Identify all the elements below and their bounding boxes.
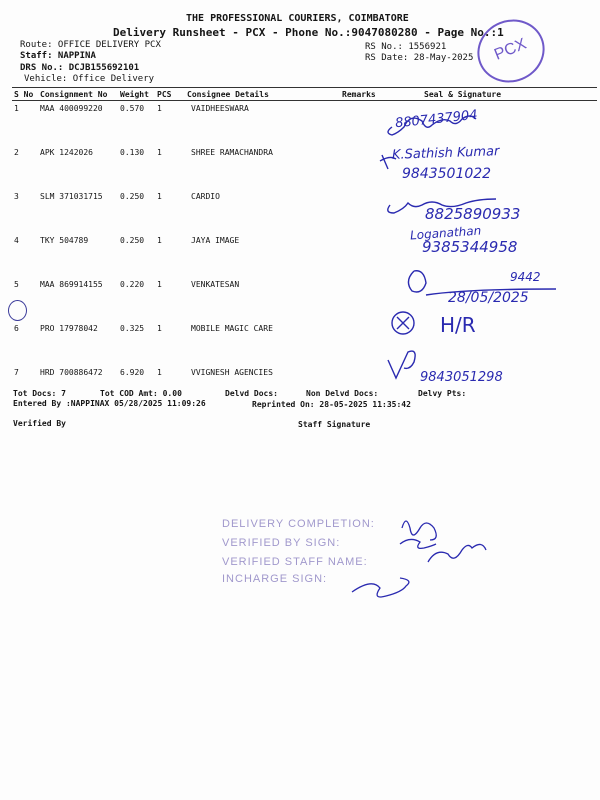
col-header-sno: S No: [12, 88, 38, 101]
row-weight: 6.920: [120, 368, 145, 377]
stamp-delivery-completion: DELIVERY COMPLETION:: [222, 518, 375, 530]
stamp-verified-staff-name: VERIFIED STAFF NAME:: [222, 556, 368, 568]
handwritten-note-6: H/R: [440, 313, 476, 337]
stamp-sign-2: [400, 539, 436, 548]
row-weight: 0.570: [120, 104, 145, 113]
delvy-pts: Delvy Pts:: [418, 389, 467, 398]
col-header-weight: Weight: [118, 88, 155, 101]
row-pcs: 1: [157, 104, 162, 113]
route-text: Route: OFFICE DELIVERY PCX: [20, 40, 161, 50]
reprinted-on: Reprinted On: 28-05-2025 11:35:42: [252, 400, 411, 409]
row-sno: 6: [14, 324, 19, 333]
row-pcs: 1: [157, 368, 162, 377]
pcx-stamp: [468, 10, 554, 93]
stamp-signatures: [340, 508, 500, 608]
row-consignment-no: APK 1242026: [40, 148, 93, 157]
stamp-verified-sign: VERIFIED BY SIGN:: [222, 537, 341, 549]
row-sno: 3: [14, 192, 19, 201]
row-weight: 0.325: [120, 324, 145, 333]
row-weight: 0.130: [120, 148, 145, 157]
row-consignment-no: MAA 400099220: [40, 104, 103, 113]
handwritten-phone-3: 8825890933: [425, 205, 521, 223]
tot-cod-amt: Tot COD Amt: 0.00: [100, 389, 182, 398]
row-sno: 1: [14, 104, 19, 113]
row-consignee: MOBILE MAGIC CARE: [191, 324, 273, 333]
staff-text: Staff: NAPPINA: [20, 51, 96, 61]
row-consignee: SHREE RAMACHANDRA: [191, 148, 273, 157]
handwritten-phone-4: 9385344958: [422, 238, 518, 256]
staff-signature-label: Staff Signature: [298, 420, 371, 429]
entered-by: Entered By :NAPPINAX 05/28/2025 11:09:26: [13, 399, 206, 408]
drs-text: DRS No.: DCJB155692101: [20, 63, 140, 73]
rs-date-text: RS Date: 28-May-2025: [365, 53, 474, 63]
handwritten-phone-5: 9442: [510, 270, 541, 284]
row-sno: 5: [14, 280, 19, 289]
row-pcs: 1: [157, 280, 162, 289]
row-pcs: 1: [157, 192, 162, 201]
row-pcs: 1: [157, 324, 162, 333]
row-sno: 4: [14, 236, 19, 245]
row-consignment-no: MAA 869914155: [40, 280, 103, 289]
row-consignee: CARDIO: [191, 192, 220, 201]
col-header-consignment: Consignment No: [38, 88, 118, 101]
stamp-sign-1: [402, 521, 436, 540]
stamp-sign-3: [428, 544, 486, 562]
handwritten-phone-1: 8807437904: [394, 107, 479, 132]
col-header-pcs: PCS: [155, 88, 185, 101]
row-weight: 0.250: [120, 236, 145, 245]
row-consignment-no: SLM 371031715: [40, 192, 103, 201]
row-consignee: JAYA IMAGE: [191, 236, 240, 245]
company-title: THE PROFESSIONAL COURIERS, COIMBATORE: [186, 13, 409, 24]
signature-row-7: [388, 351, 415, 378]
handwritten-phone-7: 9843051298: [420, 370, 503, 385]
handwritten-name-2: K.Sathish Kumar: [391, 144, 500, 163]
row-consignment-no: HRD 700886472: [40, 368, 103, 377]
row-sno: 7: [14, 368, 19, 377]
non-delvd-docs: Non Delvd Docs:: [306, 389, 379, 398]
row-consignee: VENKATESAN: [191, 280, 240, 289]
col-header-remarks: Remarks: [340, 88, 396, 101]
col-header-signature: Seal & Signature: [396, 88, 597, 101]
row-consignee: VAIDHEESWARA: [191, 104, 249, 113]
row-consignment-no: PRO 17978042: [40, 324, 98, 333]
row-pcs: 1: [157, 236, 162, 245]
row-consignment-no: TKY 504789: [40, 236, 89, 245]
runsheet-title: Delivery Runsheet - PCX - Phone No.:9047080280 - Page No.:1: [113, 26, 504, 39]
stamp-sign-4: [352, 578, 409, 597]
handwritten-date-5: 28/05/2025: [448, 290, 529, 306]
row-weight: 0.250: [120, 192, 145, 201]
row-sno: 2: [14, 148, 19, 157]
stamp-incharge-sign: INCHARGE SIGN:: [222, 573, 328, 585]
row-consignee: VVIGNESH AGENCIES: [191, 368, 273, 377]
delvd-docs: Delvd Docs:: [225, 389, 278, 398]
pcx-stamp-text: PCX: [491, 35, 529, 64]
row6-circle-mark: [8, 300, 27, 321]
signature-row-6-cross: [397, 317, 409, 329]
verified-by-label: Verified By: [13, 419, 66, 428]
col-header-consignee: Consignee Details: [185, 88, 340, 101]
handwritten-phone-2: 9843501022: [402, 166, 492, 182]
handwritten-name-4: Loganathan: [409, 223, 482, 243]
row-pcs: 1: [157, 148, 162, 157]
vehicle-text: Vehicle: Office Delivery: [24, 74, 155, 84]
rs-no-text: RS No.: 1556921: [365, 42, 447, 52]
row-weight: 0.220: [120, 280, 145, 289]
tot-docs: Tot Docs: 7: [13, 389, 66, 398]
